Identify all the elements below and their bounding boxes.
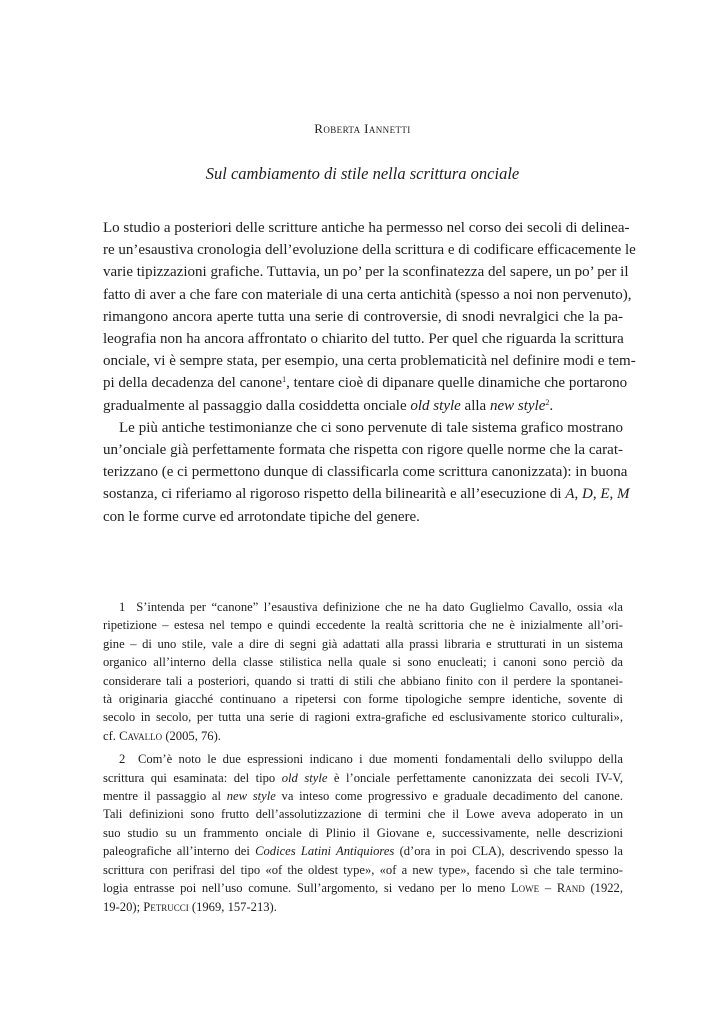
main-text: [103, 217, 636, 528]
text-segment: sostanza, ci riferiamo al rigoroso rispetto della bilinearità e all’esecuzione di: [103, 486, 566, 503]
text-segment: logia entrasse poi nell’uso comune. Sull’argomento, si vedano per lo meno: [103, 881, 511, 896]
article-title: Sul cambiamento di stile nella scrittura onciale: [205, 164, 520, 183]
footnote-2: [103, 750, 623, 916]
text-line: [103, 769, 623, 787]
footnote-1: [103, 598, 623, 745]
text-segment: mentre il passaggio al: [103, 789, 227, 804]
text-segment: paleografiche all’interno dei: [103, 844, 256, 859]
paragraph-2: [103, 417, 630, 528]
text-line: suo studio su un frammento onciale di Plinio il Giovane e, successivamente, nelle descrizioni: [103, 825, 623, 840]
text-segment: , tentare cioè di dipanare quelle dinamiche che portarono: [286, 375, 628, 392]
footnote-ref-1[interactable]: 1: [282, 375, 287, 385]
term-new-style: new style: [226, 789, 276, 804]
text-line: [103, 787, 623, 805]
text-line: ripetizione – estesa nel tempo e quindi eccedente la realtà scrittoria che ne è inizialmente all’ori-: [103, 618, 623, 633]
term-old-style: old style: [281, 770, 328, 785]
text-line: rimangono ancora aperte tutta una serie di controversie, di snodi nevralgici che la pa-: [103, 308, 623, 325]
text-line: [103, 898, 623, 916]
text-line: leografia non ha ancora affrontato o chiarito del tutto. Per quel che riguarda la scrittura: [103, 331, 624, 348]
text-segment: gradualmente al passaggio dalla cosiddetta onciale: [103, 397, 411, 414]
text-segment: va inteso come progressivo e graduale decadimento del canone.: [275, 789, 623, 804]
text-line: [103, 483, 630, 505]
text-line: [103, 727, 623, 745]
text-line: gine – di uno stile, vale a dire di segni già adattati alla prassi libraria e strutturati in un sistema: [103, 636, 623, 651]
text-segment: 19-20);: [103, 899, 144, 914]
text-segment: Com’è noto le due espressioni indicano i due momenti fondamentali dello sviluppo della: [137, 752, 623, 767]
text-line: terizzano (e ci permettono dunque di classificarla come scrittura canonizzata): in buona: [103, 464, 628, 481]
text-segment: S’intenda per “canone” l’esaustiva definizione che ne ha dato Guglielmo Cavallo, ossia «la: [136, 600, 623, 614]
text-line: [103, 842, 623, 860]
text-line: varie tipizzazioni grafiche. Tuttavia, un po’ per la sconfinatezza del sapere, un po’ per il: [103, 264, 629, 281]
title-cla: Codices Latini Antiquiores: [255, 844, 395, 859]
text-line: fatto di aver a che fare con materiale di una certa antichità (spesso a noi non pervenuto),: [103, 286, 632, 303]
text-segment: ,: [592, 486, 601, 503]
footnote-number: 1: [119, 600, 126, 614]
text-segment: (1969, 157-213).: [188, 899, 277, 914]
text-segment: è l’onciale perfettamente canonizzata dei secoli IV-V,: [327, 770, 623, 785]
text-segment: (2005, 76).: [162, 728, 221, 743]
letter-m: M: [617, 486, 630, 503]
text-line: tà originaria giacché continuano a ripetersi con forme tipologiche sempre identiche, sovente di: [103, 692, 623, 707]
letter-d: D: [582, 486, 593, 503]
text-segment: alla: [460, 397, 490, 414]
text-segment: –: [539, 881, 557, 896]
letter-e: E: [600, 486, 610, 503]
text-segment: (1922,: [584, 881, 624, 896]
text-segment: ,: [609, 486, 618, 503]
text-segment: cf.: [103, 728, 120, 743]
footnotes: [103, 598, 623, 921]
text-line: scrittura con perifrasi del tipo «of the oldest type», «of a new type», facendo sì che tale termino-: [103, 862, 623, 877]
author-name: Roberta Iannetti: [314, 121, 411, 136]
author-petrucci: Petrucci: [143, 899, 189, 914]
letter-a: A: [565, 486, 575, 503]
text-line: [103, 750, 623, 768]
text-line: Tali definizioni sono frutto dell’assolutizzazione di termini che il Lowe aveva adoperato in un: [103, 807, 623, 822]
footnote-number: 2: [119, 752, 126, 767]
term-new-style: new style: [489, 397, 546, 414]
text-line: Lo studio a posteriori delle scritture antiche ha permesso nel corso dei secoli di delinea-: [103, 220, 630, 236]
author-rand: Rand: [556, 881, 585, 896]
text-line: considerare tali a posteriori, quando si tratti di stili che abbiano finito con il perdere la spontanei-: [103, 673, 623, 688]
text-line: [103, 372, 628, 394]
text-line: un’onciale già perfettamente formata che rispetta con rigore quelle norme che la carat-: [103, 442, 623, 459]
text-line: [103, 395, 623, 417]
text-segment: (d’ora in poi CLA), descrivendo spesso la: [394, 844, 624, 859]
text-line: Le più antiche testimonianze che ci sono pervenute di tale sistema grafico mostrano: [119, 419, 623, 436]
text-line: [103, 598, 623, 616]
text-line: onciale, vi è sempre stata, per esempio, una certa problematicità nel definire modi e tem-: [103, 353, 636, 370]
author-cavallo: Cavallo: [119, 728, 163, 743]
text-line: con le forme curve ed arrotondate tipiche del genere.: [103, 508, 420, 525]
text-line: re un’esaustiva cronologia dell’evoluzione della scrittura e di codificare efficacemente le: [103, 242, 636, 259]
text-segment: ,: [574, 486, 582, 503]
term-old-style: old style: [410, 397, 461, 414]
text-line: secolo in secolo, per tutta una serie di ragioni extra-grafiche ed esclusivamente storico culturali»,: [103, 710, 623, 725]
text-segment: .: [549, 397, 554, 414]
author-lowe: Lowe: [510, 881, 540, 896]
text-segment: pi della decadenza del canone: [103, 375, 283, 392]
paragraph-1: [103, 217, 636, 417]
text-line: [103, 879, 623, 897]
text-line: organico all’interno della classe stilistica nella quale si sono enucleati; i canoni sono perciò da: [103, 655, 623, 670]
footnote-ref-2[interactable]: 2: [545, 397, 550, 407]
text-segment: scrittura qui esaminata: del tipo: [103, 770, 282, 785]
